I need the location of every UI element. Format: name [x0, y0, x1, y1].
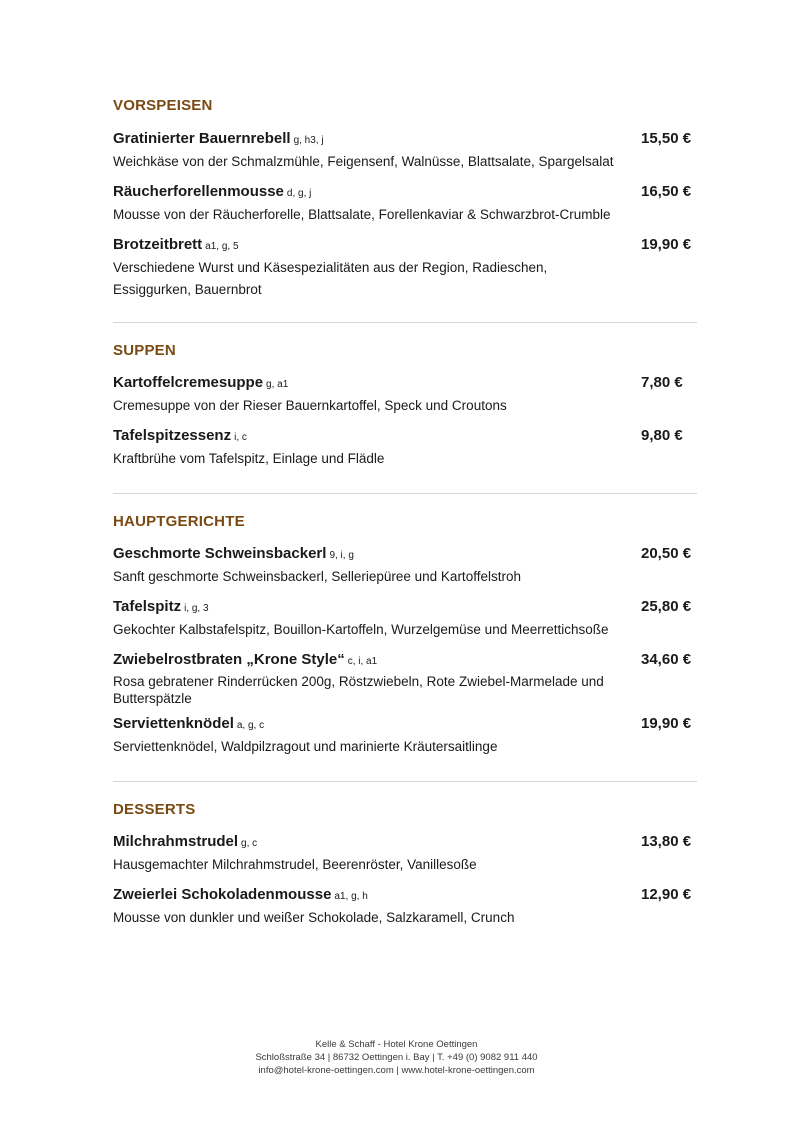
section-title-hauptgerichte: HAUPTGERICHTE	[113, 513, 245, 530]
menu-item	[113, 545, 697, 588]
menu-item	[113, 427, 697, 470]
footer	[0, 1038, 793, 1077]
item-description: Serviettenknödel, Waldpilzragout und marinierte Kräutersaitlinge	[113, 739, 498, 754]
item-price: 15,50 €	[641, 130, 692, 147]
item-name: Brotzeitbrett	[113, 236, 203, 253]
item-name: Räucherforellenmousse	[113, 183, 284, 200]
item-description: Gekochter Kalbstafelspitz, Bouillon-Kartoffeln, Wurzelgemüse und Meerrettichsoße	[113, 622, 609, 637]
section-title-vorspeisen: VORSPEISEN	[113, 97, 213, 114]
item-price: 16,50 €	[641, 183, 692, 200]
item-allergens: g, a1	[266, 379, 289, 390]
item-allergens: i, g, 3	[184, 603, 209, 614]
item-price: 34,60 €	[641, 651, 692, 668]
item-price: 7,80 €	[641, 374, 683, 391]
item-name: Gratinierter Bauernrebell	[113, 130, 291, 147]
item-description: Cremesuppe von der Rieser Bauernkartoffel, Speck und Croutons	[113, 398, 507, 413]
item-description: Hausgemachter Milchrahmstrudel, Beerenröster, Vanillesoße	[113, 857, 477, 872]
section-title-desserts: DESSERTS	[113, 801, 196, 818]
item-price: 13,80 €	[641, 833, 692, 850]
item-price: 25,80 €	[641, 598, 692, 615]
item-name: Geschmorte Schweinsbackerl	[113, 545, 327, 562]
item-allergens: g, h3, j	[293, 135, 324, 146]
menu-item	[113, 651, 697, 707]
menu-item	[113, 130, 697, 173]
item-allergens: a, g, c	[236, 720, 265, 731]
section-title-suppen: SUPPEN	[113, 342, 176, 359]
footer-company: Kelle & Schaff - Hotel Krone Oettingen	[315, 1039, 478, 1050]
item-allergens: i, c	[234, 432, 247, 443]
menu-item	[113, 236, 697, 301]
item-allergens: g, c	[241, 838, 258, 849]
menu-item	[113, 374, 697, 417]
item-name: Kartoffelcremesuppe	[113, 374, 264, 391]
item-description: Mousse von dunkler und weißer Schokolade, Salzkaramell, Crunch	[113, 910, 515, 925]
item-price: 9,80 €	[641, 427, 683, 444]
item-price: 19,90 €	[641, 715, 692, 732]
section-divider	[113, 493, 697, 494]
item-allergens: c, i, a1	[347, 656, 378, 667]
item-description: Weichkäse von der Schmalzmühle, Feigensenf, Walnüsse, Blattsalate, Spargelsalat	[113, 154, 614, 169]
item-price: 12,90 €	[641, 886, 692, 903]
item-description: Sanft geschmorte Schweinsbackerl, Selleriepüree und Kartoffelstroh	[113, 569, 521, 584]
item-name: Zweierlei Schokoladenmousse	[113, 886, 332, 903]
item-name: Tafelspitz	[113, 598, 182, 615]
menu-item	[113, 183, 697, 226]
item-price: 19,90 €	[641, 236, 692, 253]
menu-item	[113, 886, 697, 929]
menu-item	[113, 715, 697, 758]
item-allergens: d, g, j	[286, 188, 312, 199]
footer-contact: info@hotel-krone-oettingen.com | www.hotel-krone-oettingen.com	[258, 1065, 535, 1076]
item-allergens: a1, g, h	[334, 891, 368, 902]
item-description: Kraftbrühe vom Tafelspitz, Einlage und Flädle	[113, 451, 385, 466]
item-name: Serviettenknödel	[113, 715, 234, 732]
section-divider	[113, 781, 697, 782]
section-divider	[113, 322, 697, 323]
item-name: Tafelspitzessenz	[113, 427, 232, 444]
item-allergens: a1, g, 5	[205, 241, 239, 252]
footer-address: Schloßstraße 34 | 86732 Oettingen i. Bay | T. +49 (0) 9082 911 440	[255, 1052, 538, 1063]
menu-item	[113, 598, 697, 641]
item-description: Rosa gebratener Rinderrücken 200g, Röstzwiebeln, Rote Zwiebel-Marmelade und Butterspätzle	[113, 674, 604, 706]
item-description: Verschiedene Wurst und Käsespezialitäten aus der Region, Radieschen, Essiggurken, Bauernbrot	[113, 260, 548, 297]
item-description: Mousse von der Räucherforelle, Blattsalate, Forellenkaviar & Schwarzbrot-Crumble	[113, 207, 611, 222]
item-name: Milchrahmstrudel	[113, 833, 239, 850]
item-price: 20,50 €	[641, 545, 692, 562]
menu-item	[113, 833, 697, 876]
item-allergens: 9, i, g	[329, 550, 354, 561]
item-name: Zwiebelrostbraten „Krone Style“	[113, 651, 345, 668]
